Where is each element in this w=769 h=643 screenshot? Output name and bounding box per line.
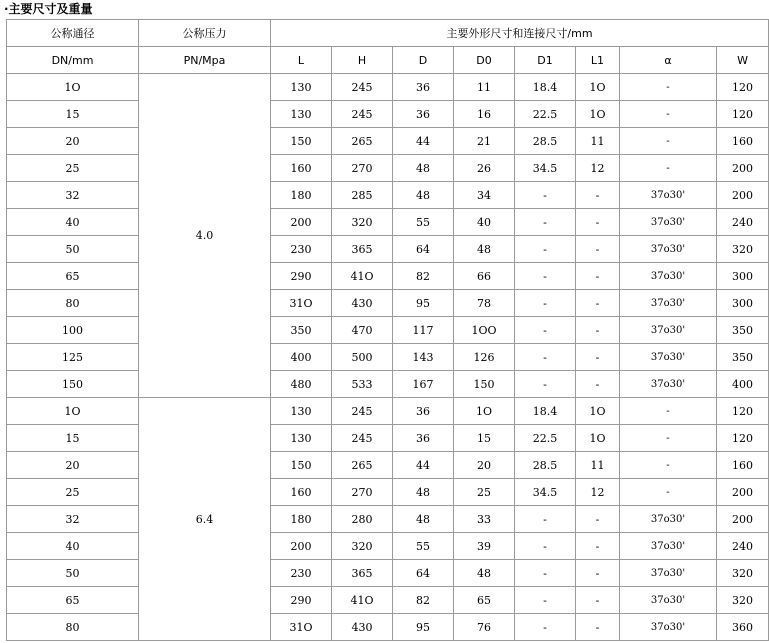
cell-w: 120 — [717, 74, 769, 101]
header-pn-unit: PN/Mpa — [139, 47, 271, 74]
cell-h: 285 — [332, 182, 393, 209]
cell-d1: 28.5 — [515, 452, 576, 479]
table-row — [7, 587, 769, 614]
cell-d: 36 — [393, 101, 454, 128]
cell-d0: 1OO — [454, 317, 515, 344]
cell-l1: - — [576, 263, 620, 290]
cell-h: 320 — [332, 533, 393, 560]
cell-h: 430 — [332, 290, 393, 317]
cell-d1: 34.5 — [515, 155, 576, 182]
cell-h: 265 — [332, 452, 393, 479]
cell-l1: - — [576, 560, 620, 587]
cell-d: 48 — [393, 479, 454, 506]
cell-w: 320 — [717, 587, 769, 614]
cell-l: 400 — [271, 344, 332, 371]
cell-w: 200 — [717, 479, 769, 506]
cell-alpha: - — [620, 398, 717, 425]
cell-l1: 1O — [576, 101, 620, 128]
cell-d0: 48 — [454, 236, 515, 263]
cell-w: 360 — [717, 614, 769, 641]
cell-h: 430 — [332, 614, 393, 641]
cell-d1: - — [515, 506, 576, 533]
page-title: ·主要尺寸及重量 — [4, 2, 93, 16]
cell-d: 48 — [393, 182, 454, 209]
cell-l: 290 — [271, 587, 332, 614]
cell-h: 245 — [332, 398, 393, 425]
cell-d1: - — [515, 182, 576, 209]
cell-l: 480 — [271, 371, 332, 398]
cell-h: 270 — [332, 155, 393, 182]
table-row — [7, 479, 769, 506]
cell-w: 350 — [717, 344, 769, 371]
cell-l1: - — [576, 506, 620, 533]
cell-l1: 1O — [576, 425, 620, 452]
cell-d0: 20 — [454, 452, 515, 479]
cell-d1: - — [515, 587, 576, 614]
cell-dn: 125 — [7, 344, 139, 371]
cell-alpha: - — [620, 74, 717, 101]
cell-l: 31O — [271, 290, 332, 317]
cell-alpha: 37o30' — [620, 344, 717, 371]
cell-w: 120 — [717, 398, 769, 425]
cell-h: 365 — [332, 560, 393, 587]
cell-d0: 34 — [454, 182, 515, 209]
cell-l: 180 — [271, 182, 332, 209]
cell-h: 365 — [332, 236, 393, 263]
cell-w: 320 — [717, 236, 769, 263]
header-col-l: L — [271, 47, 332, 74]
cell-d1: - — [515, 209, 576, 236]
cell-w: 240 — [717, 533, 769, 560]
dimensions-weight-table — [6, 19, 769, 641]
table-row — [7, 209, 769, 236]
table-row — [7, 506, 769, 533]
cell-w: 120 — [717, 425, 769, 452]
cell-l1: 12 — [576, 155, 620, 182]
cell-dn: 15 — [7, 425, 139, 452]
cell-dn: 32 — [7, 506, 139, 533]
cell-l: 130 — [271, 425, 332, 452]
cell-w: 400 — [717, 371, 769, 398]
header-col-h: H — [332, 47, 393, 74]
cell-d1: - — [515, 263, 576, 290]
header-dims-group: 主要外形尺寸和连接尺寸/mm — [271, 20, 769, 47]
cell-d1: - — [515, 236, 576, 263]
cell-alpha: 37o30' — [620, 182, 717, 209]
cell-w: 300 — [717, 263, 769, 290]
cell-alpha: 37o30' — [620, 533, 717, 560]
cell-w: 160 — [717, 452, 769, 479]
header-col-w: W — [717, 47, 769, 74]
table-row — [7, 344, 769, 371]
cell-l1: - — [576, 317, 620, 344]
cell-l1: - — [576, 209, 620, 236]
cell-d: 44 — [393, 128, 454, 155]
cell-alpha: 37o30' — [620, 560, 717, 587]
cell-d0: 78 — [454, 290, 515, 317]
cell-dn: 50 — [7, 236, 139, 263]
cell-d0: 11 — [454, 74, 515, 101]
cell-d: 64 — [393, 236, 454, 263]
table-row — [7, 317, 769, 344]
cell-l1: 1O — [576, 398, 620, 425]
cell-dn: 25 — [7, 479, 139, 506]
cell-alpha: 37o30' — [620, 209, 717, 236]
cell-l1: 11 — [576, 452, 620, 479]
cell-d: 117 — [393, 317, 454, 344]
cell-l1: - — [576, 533, 620, 560]
cell-d: 95 — [393, 614, 454, 641]
cell-d0: 65 — [454, 587, 515, 614]
cell-d1: - — [515, 614, 576, 641]
cell-dn: 100 — [7, 317, 139, 344]
cell-d0: 1O — [454, 398, 515, 425]
cell-l1: - — [576, 614, 620, 641]
cell-pressure: 6.4 — [139, 398, 271, 641]
cell-alpha: 37o30' — [620, 371, 717, 398]
cell-d: 55 — [393, 533, 454, 560]
table-row — [7, 74, 769, 101]
cell-d1: 22.5 — [515, 425, 576, 452]
cell-d: 55 — [393, 209, 454, 236]
cell-l1: - — [576, 371, 620, 398]
cell-l: 180 — [271, 506, 332, 533]
cell-alpha: - — [620, 155, 717, 182]
cell-l: 200 — [271, 209, 332, 236]
table-row — [7, 290, 769, 317]
cell-h: 320 — [332, 209, 393, 236]
cell-dn: 20 — [7, 452, 139, 479]
cell-l: 31O — [271, 614, 332, 641]
table-row — [7, 425, 769, 452]
cell-d1: - — [515, 533, 576, 560]
cell-h: 280 — [332, 506, 393, 533]
cell-d1: - — [515, 290, 576, 317]
table-row — [7, 533, 769, 560]
cell-l: 160 — [271, 479, 332, 506]
cell-dn: 15 — [7, 101, 139, 128]
header-pn-cn: 公称压力 — [139, 20, 271, 47]
cell-d0: 39 — [454, 533, 515, 560]
cell-d0: 150 — [454, 371, 515, 398]
cell-d: 167 — [393, 371, 454, 398]
header-dn-unit: DN/mm — [7, 47, 139, 74]
cell-alpha: 37o30' — [620, 290, 717, 317]
table-row — [7, 398, 769, 425]
cell-l1: - — [576, 182, 620, 209]
cell-l: 230 — [271, 236, 332, 263]
header-col-d: D — [393, 47, 454, 74]
cell-d1: - — [515, 344, 576, 371]
cell-alpha: 37o30' — [620, 236, 717, 263]
cell-d0: 76 — [454, 614, 515, 641]
cell-dn: 150 — [7, 371, 139, 398]
cell-w: 200 — [717, 182, 769, 209]
cell-h: 245 — [332, 101, 393, 128]
cell-w: 160 — [717, 128, 769, 155]
cell-d1: 22.5 — [515, 101, 576, 128]
cell-l: 290 — [271, 263, 332, 290]
cell-w: 350 — [717, 317, 769, 344]
cell-dn: 1O — [7, 398, 139, 425]
header-dn-cn: 公称通径 — [7, 20, 139, 47]
cell-d: 82 — [393, 263, 454, 290]
cell-dn: 80 — [7, 290, 139, 317]
header-col-l1: L1 — [576, 47, 620, 74]
cell-dn: 25 — [7, 155, 139, 182]
cell-w: 300 — [717, 290, 769, 317]
cell-d0: 48 — [454, 560, 515, 587]
cell-dn: 32 — [7, 182, 139, 209]
cell-d0: 21 — [454, 128, 515, 155]
cell-d1: - — [515, 317, 576, 344]
cell-h: 41O — [332, 263, 393, 290]
cell-w: 240 — [717, 209, 769, 236]
cell-l1: 1O — [576, 74, 620, 101]
cell-alpha: - — [620, 101, 717, 128]
table-row — [7, 614, 769, 641]
cell-l: 230 — [271, 560, 332, 587]
cell-d: 64 — [393, 560, 454, 587]
cell-dn: 50 — [7, 560, 139, 587]
cell-alpha: - — [620, 452, 717, 479]
cell-l: 150 — [271, 452, 332, 479]
cell-dn: 40 — [7, 533, 139, 560]
header-row-1 — [7, 20, 769, 47]
cell-d: 48 — [393, 506, 454, 533]
cell-w: 120 — [717, 101, 769, 128]
cell-dn: 40 — [7, 209, 139, 236]
cell-h: 270 — [332, 479, 393, 506]
header-col-d0: D0 — [454, 47, 515, 74]
cell-h: 265 — [332, 128, 393, 155]
cell-alpha: 37o30' — [620, 506, 717, 533]
header-col-d1: D1 — [515, 47, 576, 74]
cell-w: 320 — [717, 560, 769, 587]
cell-d1: 18.4 — [515, 398, 576, 425]
cell-d0: 16 — [454, 101, 515, 128]
cell-alpha: - — [620, 479, 717, 506]
cell-d: 48 — [393, 155, 454, 182]
cell-d: 82 — [393, 587, 454, 614]
cell-d1: 34.5 — [515, 479, 576, 506]
table-row — [7, 263, 769, 290]
cell-d1: 18.4 — [515, 74, 576, 101]
cell-l1: - — [576, 236, 620, 263]
table-row — [7, 101, 769, 128]
table-row — [7, 452, 769, 479]
table-row — [7, 155, 769, 182]
cell-d: 44 — [393, 452, 454, 479]
cell-alpha: 37o30' — [620, 317, 717, 344]
cell-l1: 11 — [576, 128, 620, 155]
cell-alpha: - — [620, 425, 717, 452]
cell-h: 533 — [332, 371, 393, 398]
cell-d: 36 — [393, 74, 454, 101]
table-row — [7, 128, 769, 155]
table-row — [7, 560, 769, 587]
cell-dn: 20 — [7, 128, 139, 155]
cell-l1: - — [576, 587, 620, 614]
cell-w: 200 — [717, 155, 769, 182]
cell-l: 160 — [271, 155, 332, 182]
table-row — [7, 236, 769, 263]
cell-d0: 15 — [454, 425, 515, 452]
cell-alpha: - — [620, 128, 717, 155]
cell-d0: 126 — [454, 344, 515, 371]
cell-pressure: 4.0 — [139, 74, 271, 398]
cell-alpha: 37o30' — [620, 587, 717, 614]
cell-d: 36 — [393, 425, 454, 452]
header-col-alpha: α — [620, 47, 717, 74]
cell-d1: - — [515, 560, 576, 587]
cell-dn: 1O — [7, 74, 139, 101]
cell-l: 130 — [271, 101, 332, 128]
cell-d1: - — [515, 371, 576, 398]
cell-d: 143 — [393, 344, 454, 371]
cell-h: 245 — [332, 74, 393, 101]
cell-dn: 65 — [7, 587, 139, 614]
cell-d1: 28.5 — [515, 128, 576, 155]
cell-l: 150 — [271, 128, 332, 155]
table-row — [7, 182, 769, 209]
cell-d: 36 — [393, 398, 454, 425]
cell-alpha: 37o30' — [620, 614, 717, 641]
cell-h: 470 — [332, 317, 393, 344]
cell-l: 350 — [271, 317, 332, 344]
cell-w: 200 — [717, 506, 769, 533]
header-row-2 — [7, 47, 769, 74]
cell-dn: 65 — [7, 263, 139, 290]
cell-d0: 33 — [454, 506, 515, 533]
cell-l: 130 — [271, 398, 332, 425]
table-row — [7, 371, 769, 398]
cell-d0: 66 — [454, 263, 515, 290]
cell-dn: 80 — [7, 614, 139, 641]
cell-d0: 40 — [454, 209, 515, 236]
cell-l: 200 — [271, 533, 332, 560]
cell-l: 130 — [271, 74, 332, 101]
cell-h: 500 — [332, 344, 393, 371]
cell-l1: 12 — [576, 479, 620, 506]
cell-d0: 26 — [454, 155, 515, 182]
cell-h: 41O — [332, 587, 393, 614]
cell-d: 95 — [393, 290, 454, 317]
cell-alpha: 37o30' — [620, 263, 717, 290]
cell-h: 245 — [332, 425, 393, 452]
cell-d0: 25 — [454, 479, 515, 506]
cell-l1: - — [576, 344, 620, 371]
cell-l1: - — [576, 290, 620, 317]
